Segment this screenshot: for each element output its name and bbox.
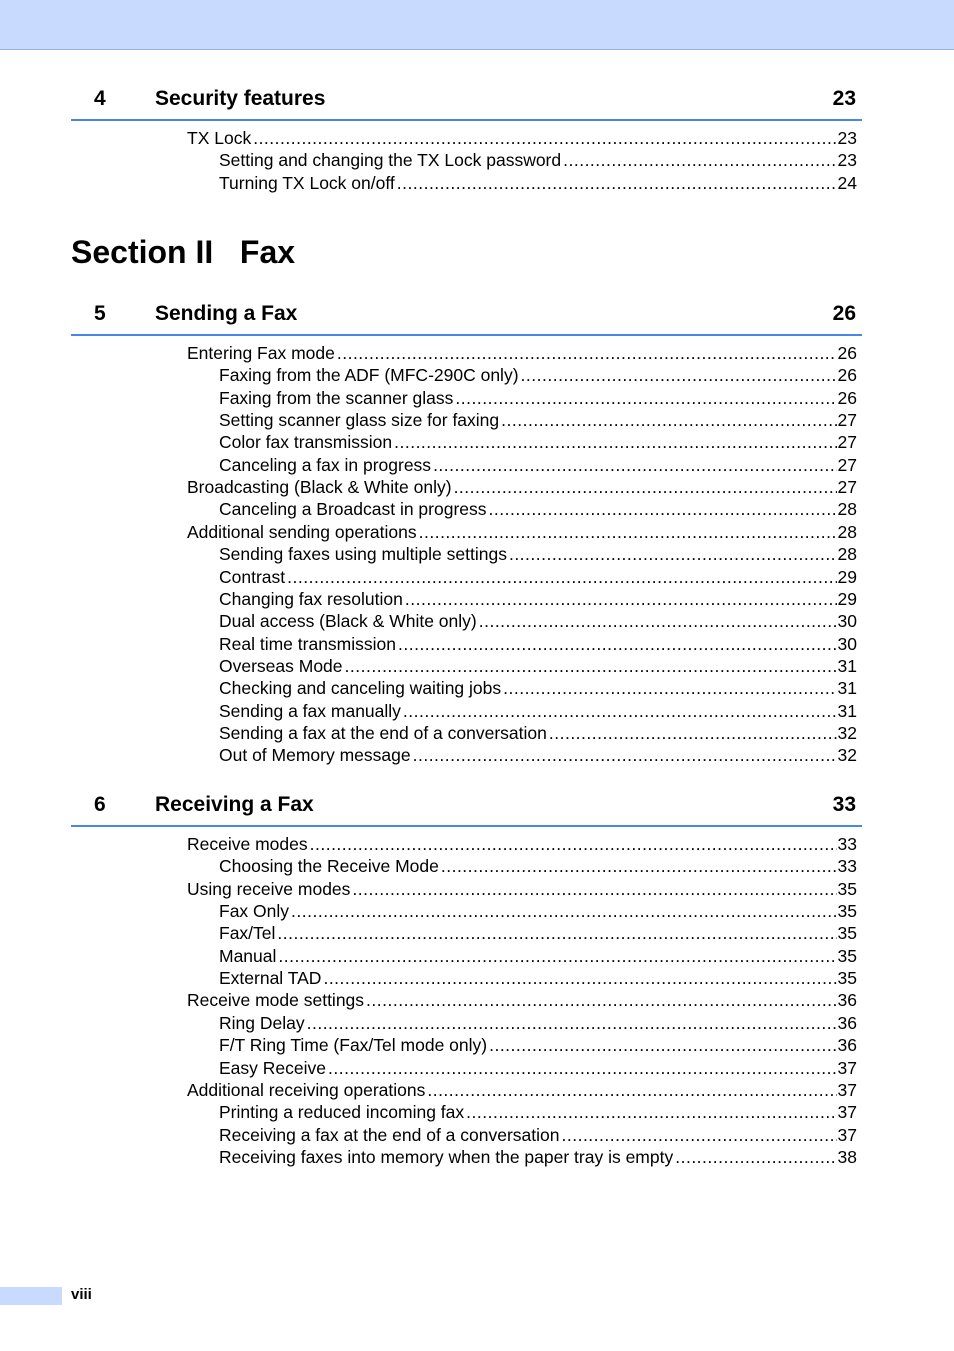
- toc-entry-page: 35: [837, 923, 857, 944]
- toc-entry-label: Faxing from the scanner glass: [219, 387, 454, 408]
- toc-entry[interactable]: [219, 900, 857, 922]
- toc-entry-page: 24: [837, 172, 857, 193]
- toc-entry-label: Setting scanner glass size for faxing: [219, 410, 500, 431]
- toc-entry-label: Real time transmission: [219, 633, 396, 654]
- dot-leader: [509, 543, 837, 565]
- dot-leader: [675, 1146, 836, 1168]
- toc-entry[interactable]: [219, 431, 857, 453]
- dot-leader: [394, 431, 836, 453]
- toc-entry[interactable]: [219, 566, 857, 588]
- chapter-number: 5: [94, 302, 106, 325]
- toc-entry-label: External TAD: [219, 968, 322, 989]
- toc-entry-page: 23: [837, 150, 857, 171]
- toc-entry-page: 27: [837, 477, 857, 498]
- toc-entry-page: 37: [837, 1124, 857, 1145]
- toc-entry[interactable]: [187, 878, 857, 900]
- dot-leader: [562, 1124, 837, 1146]
- toc-entry-page: 27: [837, 454, 857, 475]
- toc-entry[interactable]: [219, 922, 857, 944]
- toc-entry-page: 27: [837, 410, 857, 431]
- toc-entry-label: Receiving faxes into memory when the paper tray is empty: [219, 1146, 674, 1167]
- toc-entry-page: 26: [837, 365, 857, 386]
- toc-entry-page: 31: [837, 700, 857, 721]
- dot-leader: [413, 744, 837, 766]
- toc-entry-label: Faxing from the ADF (MFC-290C only): [219, 365, 519, 386]
- dot-leader: [501, 409, 836, 431]
- toc-entry-label: Receive mode settings: [187, 990, 365, 1011]
- dot-leader: [310, 833, 837, 855]
- toc-entry-page: 37: [837, 1057, 857, 1078]
- chapter-page: 33: [832, 793, 856, 816]
- chapter-number: 6: [94, 793, 106, 816]
- toc-entry-page: 28: [837, 521, 857, 542]
- dot-leader: [433, 454, 836, 476]
- toc-entry-page: 28: [837, 499, 857, 520]
- dot-leader: [479, 610, 837, 632]
- dot-leader: [328, 1057, 837, 1079]
- dot-leader: [419, 521, 837, 543]
- section-label: Section II: [71, 234, 214, 270]
- toc-entry-page: 31: [837, 678, 857, 699]
- toc-entry-page: 37: [837, 1102, 857, 1123]
- section-title: Fax: [239, 234, 296, 270]
- toc-entry-label: Additional sending operations: [187, 521, 417, 542]
- dot-leader: [441, 855, 837, 877]
- toc-entry-page: 35: [837, 878, 857, 899]
- dot-leader: [277, 922, 836, 944]
- toc-entry-label: Out of Memory message: [219, 745, 411, 766]
- toc-entry-label: Turning TX Lock on/off: [219, 172, 395, 193]
- toc-entry-label: Ring Delay: [219, 1012, 305, 1033]
- dot-leader: [307, 1012, 837, 1034]
- chapter-page: 23: [832, 87, 856, 110]
- toc-entry[interactable]: [219, 588, 857, 610]
- toc-entry-label: Receive modes: [187, 834, 308, 854]
- chapter-heading-6[interactable]: [71, 789, 862, 827]
- toc-entry-page: 35: [837, 968, 857, 989]
- toc-entry-page: 30: [837, 611, 857, 632]
- dot-leader: [278, 945, 836, 967]
- toc-entry[interactable]: [219, 1124, 857, 1146]
- chapter-heading-4[interactable]: [71, 83, 862, 121]
- dot-leader: [253, 127, 836, 149]
- toc-entry-page: 33: [837, 834, 857, 854]
- chapter-page: 26: [832, 302, 856, 325]
- toc-entry[interactable]: [219, 633, 857, 655]
- dot-leader: [352, 878, 836, 900]
- toc-entry[interactable]: [219, 677, 857, 699]
- toc-entry-label: Changing fax resolution: [219, 588, 403, 609]
- toc-entry-page: 32: [837, 722, 857, 743]
- toc-entry-label: F/T Ring Time (Fax/Tel mode only): [219, 1035, 488, 1056]
- chapter-number: 4: [94, 87, 106, 110]
- toc-entry-label: Receiving a fax at the end of a conversation: [219, 1124, 560, 1145]
- chapter-title: Receiving a Fax: [155, 793, 314, 816]
- toc-entry[interactable]: [219, 967, 857, 989]
- chapter-title: Security features: [155, 87, 326, 110]
- toc-entry-label: Manual: [219, 945, 277, 966]
- toc-entry-label: Color fax transmission: [219, 432, 393, 453]
- toc-entry-page: 37: [837, 1079, 857, 1100]
- dot-leader: [323, 967, 836, 989]
- toc-entry-label: Easy Receive: [219, 1057, 326, 1078]
- dot-leader: [366, 989, 836, 1011]
- toc-entry[interactable]: [219, 409, 857, 431]
- toc-entry[interactable]: [219, 172, 857, 194]
- toc-entry-label: Setting and changing the TX Lock password: [219, 150, 562, 171]
- toc-entry[interactable]: [219, 722, 857, 744]
- toc-entry-page: 26: [837, 387, 857, 408]
- toc-entry-label: Sending a fax manually: [219, 700, 401, 721]
- toc-entry-page: 29: [837, 566, 857, 587]
- toc-entry-page: 30: [837, 633, 857, 654]
- dot-leader: [345, 655, 837, 677]
- toc-entry-page: 36: [837, 990, 857, 1011]
- toc-entry[interactable]: [219, 744, 857, 766]
- toc-entry-page: 38: [837, 1146, 857, 1167]
- page-number: viii: [71, 1286, 92, 1303]
- header-band: [0, 0, 954, 50]
- toc-entry[interactable]: [219, 1101, 857, 1123]
- toc-entry-label: Fax/Tel: [219, 923, 276, 944]
- toc-entry-page: 36: [837, 1012, 857, 1033]
- toc-entry-label: Broadcasting (Black & White only): [187, 477, 452, 498]
- toc-entry[interactable]: [187, 989, 857, 1011]
- toc-entry-label: Additional receiving operations: [187, 1079, 426, 1100]
- toc-entry-page: 28: [837, 544, 857, 565]
- toc-entry[interactable]: [219, 855, 857, 877]
- toc-entry[interactable]: [187, 127, 857, 149]
- toc-entry-label: Sending a fax at the end of a conversation: [219, 722, 547, 743]
- toc-entry[interactable]: [219, 1146, 857, 1168]
- toc-entry[interactable]: [187, 521, 857, 543]
- dot-leader: [489, 1034, 836, 1056]
- toc-entry[interactable]: [219, 543, 857, 565]
- toc-entry[interactable]: [219, 387, 857, 409]
- toc-entry[interactable]: [219, 1034, 857, 1056]
- toc-entry-label: Entering Fax mode: [187, 343, 335, 363]
- toc-entry-page: 36: [837, 1035, 857, 1056]
- dot-leader: [291, 900, 837, 922]
- toc-entry-label: Overseas Mode: [219, 655, 343, 676]
- toc-entry-label: Contrast: [219, 566, 286, 587]
- toc-entry[interactable]: [219, 364, 857, 386]
- toc-entry[interactable]: [219, 1057, 857, 1079]
- dot-leader: [337, 342, 837, 364]
- dot-leader: [397, 172, 837, 194]
- toc-entry[interactable]: [219, 149, 857, 171]
- toc-entry[interactable]: [219, 655, 857, 677]
- dot-leader: [521, 364, 837, 386]
- toc-entry[interactable]: [219, 1012, 857, 1034]
- toc-entry[interactable]: [219, 610, 857, 632]
- toc-entry-page: 32: [837, 745, 857, 766]
- toc-entry[interactable]: [219, 454, 857, 476]
- toc-entry-page: 33: [837, 856, 857, 877]
- dot-leader: [403, 700, 837, 722]
- dot-leader: [466, 1101, 836, 1123]
- footer-band: [0, 1287, 62, 1305]
- dot-leader: [405, 588, 837, 610]
- toc-entry-page: 23: [837, 128, 857, 148]
- toc-entry-label: Printing a reduced incoming fax: [219, 1102, 465, 1123]
- dot-leader: [563, 149, 836, 171]
- toc-entry[interactable]: [187, 476, 857, 498]
- dot-leader: [287, 566, 836, 588]
- toc-entry[interactable]: [219, 945, 857, 967]
- toc-entry-page: 35: [837, 945, 857, 966]
- toc-entry-label: TX Lock: [187, 128, 252, 148]
- toc-entry[interactable]: [219, 700, 857, 722]
- toc-entry[interactable]: [187, 342, 857, 364]
- toc-entry-label: Fax Only: [219, 901, 290, 922]
- toc-entry-page: 29: [837, 588, 857, 609]
- toc-entry[interactable]: [219, 498, 857, 520]
- dot-leader: [398, 633, 837, 655]
- dot-leader: [455, 387, 836, 409]
- toc-entry-page: 26: [837, 343, 857, 363]
- dot-leader: [427, 1079, 836, 1101]
- toc-entry-label: Canceling a fax in progress: [219, 454, 432, 475]
- toc-entry-label: Canceling a Broadcast in progress: [219, 499, 487, 520]
- toc-entry-page: 35: [837, 901, 857, 922]
- toc-entry[interactable]: [187, 1079, 857, 1101]
- toc-entry[interactable]: [187, 833, 857, 855]
- toc-entry-label: Sending faxes using multiple settings: [219, 544, 507, 565]
- chapter-heading-5[interactable]: [71, 298, 862, 336]
- dot-leader: [454, 476, 837, 498]
- toc-entry-label: Choosing the Receive Mode: [219, 856, 439, 877]
- toc-entry-label: Using receive modes: [187, 878, 351, 899]
- dot-leader: [489, 498, 837, 520]
- chapter-title: Sending a Fax: [155, 302, 298, 325]
- toc-entry-page: 31: [837, 655, 857, 676]
- dot-leader: [549, 722, 837, 744]
- toc-entry-label: Dual access (Black & White only): [219, 611, 477, 632]
- toc-entry-label: Checking and canceling waiting jobs: [219, 678, 502, 699]
- section-heading: [71, 232, 295, 272]
- toc-entry-page: 27: [837, 432, 857, 453]
- dot-leader: [503, 677, 836, 699]
